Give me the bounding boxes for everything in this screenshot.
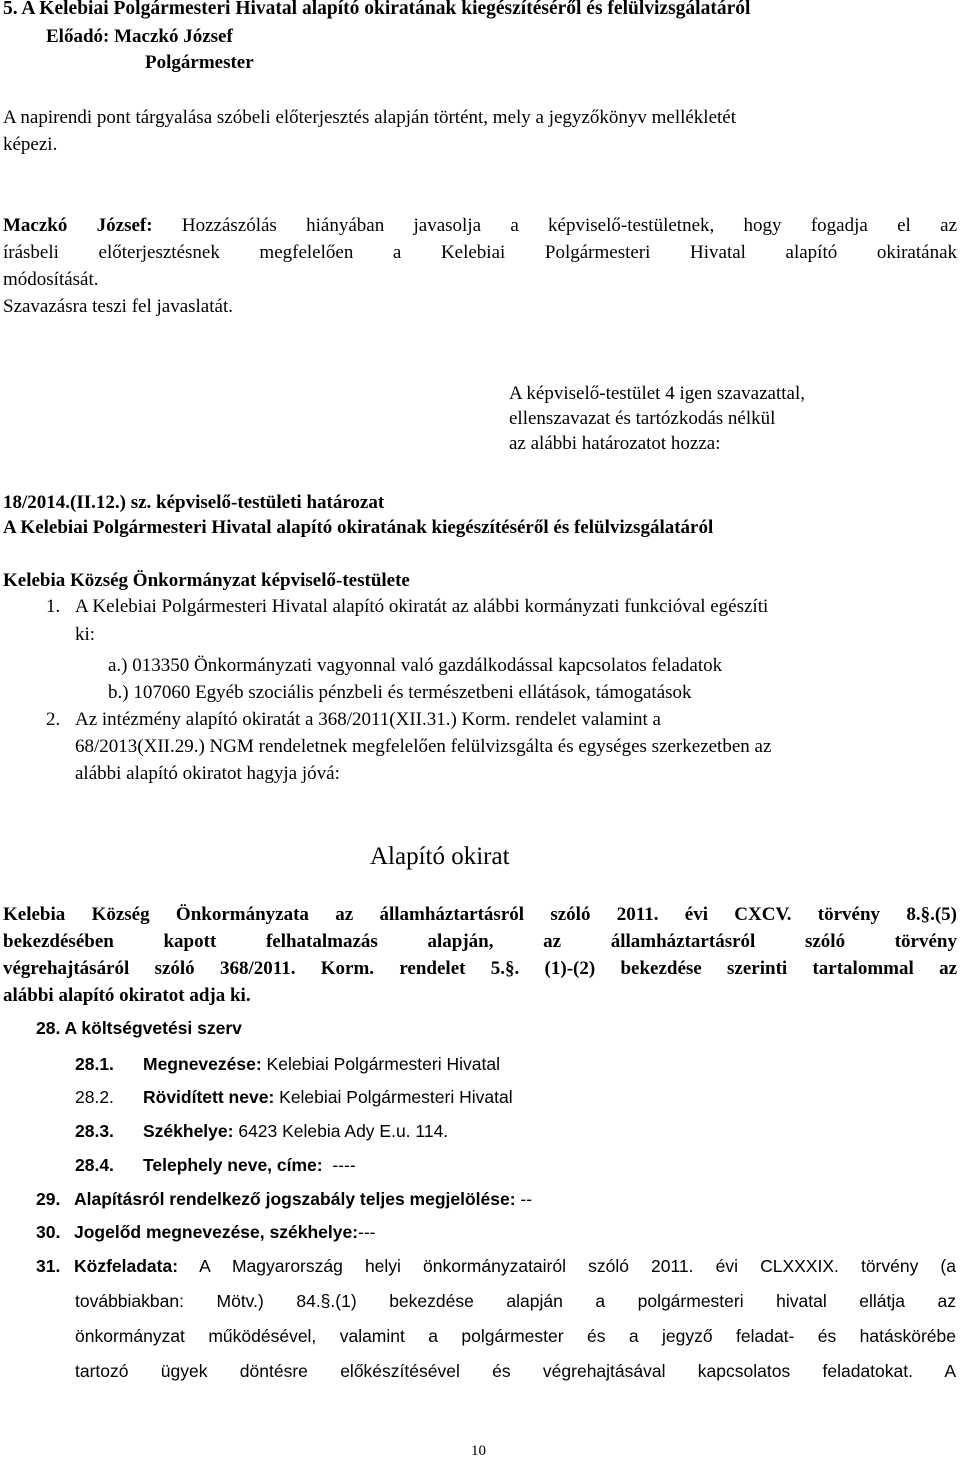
speech-line3: módosítását. [3,269,99,290]
item2-line3: alábbi alapító okiratot hagyja jóvá: [75,763,340,784]
speaker-name: Maczkó József: [3,215,153,236]
vote-line3: az alábbi határozatot hozza: [509,433,721,454]
resolution-body: Kelebia Község Önkormányzat képviselő-testülete [3,570,410,591]
agenda-title: 5. A Kelebiai Polgármesteri Hivatal alapító okiratának kiegészítéséről és felülvizsgálatáról [3,0,751,19]
item2-line1: Az intézmény alapító okiratát a 368/2011(XII.31.) Korm. rendelet valamint a [75,709,661,730]
vote-line2: ellenszavazat és tartózkodás nélkül [509,408,776,429]
item1-sub-a: a.) 013350 Önkormányzati vagyonnal való gazdálkodással kapcsolatos feladatok [108,655,723,676]
speech-line2: írásbeli előterjesztésnek megfelelően a Kelebiai Polgármesteri Hivatal alapító okiratának [3,242,957,263]
vote-line1: A képviselő-testület 4 igen szavazattal, [509,383,805,404]
presenter-role: Polgármester [145,52,254,73]
resolution-title: A Kelebiai Polgármesteri Hivatal alapító okiratának kiegészítéséről és felülvizsgálatáról [3,517,714,538]
charter-intro-line2: bekezdésében kapott felhatalmazás alapján, az államháztartásról szóló törvény [3,931,957,952]
item1-line2: ki: [75,624,96,645]
section-30: 30. Jogelőd megnevezése, székhelye:--- [36,1222,376,1242]
section-29: 29. Alapításról rendelkező jogszabály teljes megjelölése: -- [36,1189,533,1209]
charter-intro-line1: Kelebia Község Önkormányzata az államháztartásról szóló 2011. évi CXCV. törvény 8.§.(5) [3,904,957,925]
section-31-line4: tartozó ügyek döntésre előkészítésével és végrehajtásával kapcsolatos feladatokat. A [75,1361,956,1381]
section-31-line3: önkormányzat működésével, valamint a polgármester és a jegyző feladat- és hatáskörébe [75,1326,956,1346]
item1-number: 1. [46,596,61,617]
section-28-4: 28.4. Telephely neve, címe: ---- [75,1155,356,1175]
charter-intro-line4: alábbi alapító okiratot adja ki. [3,985,251,1006]
section-28-2: 28.2. Rövidített neve: Kelebiai Polgármesteri Hivatal [75,1087,513,1107]
section-28-1: 28.1. Megnevezése: Kelebiai Polgármesteri Hivatal [75,1054,500,1074]
charter-heading: Alapító okirat [370,843,510,870]
presenter-label: Előadó: Maczkó József [46,26,233,47]
speech-line4: Szavazásra teszi fel javaslatát. [3,296,233,317]
page-number: 10 [471,1443,486,1459]
section-28-3: 28.3. Székhelye: 6423 Kelebia Ady E.u. 114. [75,1121,449,1141]
agenda-note-line2: képezi. [3,134,58,155]
item2-line2: 68/2013(XII.29.) NGM rendeletnek megfelelően felülvizsgálta és egységes szerkezetben az [75,736,772,757]
item1-line1: A Kelebiai Polgármesteri Hivatal alapító okiratát az alábbi kormányzati funkcióval egészíti [75,596,769,617]
agenda-note-line1: A napirendi pont tárgyalása szóbeli előterjesztés alapján történt, mely a jegyzőkönyv mellékletét [3,107,737,128]
item2-number: 2. [46,709,61,730]
speech-line1: Maczkó József: Hozzászólás hiányában javasolja a képviselő-testületnek, hogy fogadja el az [3,215,957,236]
section-31-line2: továbbiakban: Mötv.) 84.§.(1) bekezdése alapján a polgármesteri hivatal ellátja az [75,1291,956,1311]
item1-sub-b: b.) 107060 Egyéb szociális pénzbeli és természetbeni ellátások, támogatások [108,682,692,703]
charter-intro-line3: végrehajtásáról szóló 368/2011. Korm. rendelet 5.§. (1)-(2) bekezdése szerinti tartalommal az [3,958,957,979]
section-31-line1: 31. Közfeladata: A Magyarország helyi önkormányzatairól szóló 2011. évi CLXXXIX. törvény (a [36,1256,956,1276]
resolution-number: 18/2014.(II.12.) sz. képviselő-testületi határozat [3,492,385,513]
section-28: 28. A költségvetési szerv [36,1018,242,1038]
